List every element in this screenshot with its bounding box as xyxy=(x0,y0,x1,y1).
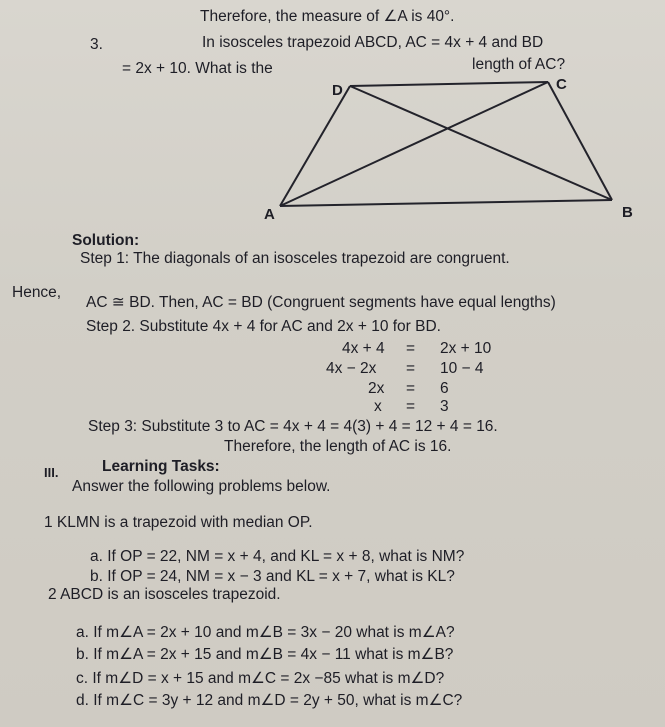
question-2d: d. If m∠C = 3y + 12 and m∠D = 2y + 50, what is m∠C? xyxy=(76,692,463,709)
vertex-label-d: D xyxy=(332,82,343,99)
question-2: 2 ABCD is an isosceles trapezoid. xyxy=(48,586,281,603)
eq2-rhs: 10 − 4 xyxy=(440,360,484,377)
solution-step3: Step 3: Substitute 3 to AC = 4x + 4 = 4(3) + 4 = 12 + 4 = 16. xyxy=(88,418,498,435)
side-dc xyxy=(350,82,548,86)
side-ba xyxy=(280,200,612,206)
vertex-label-a: A xyxy=(264,206,275,223)
solution-conclusion: Therefore, the length of AC is 16. xyxy=(224,438,452,455)
question-2a: a. If m∠A = 2x + 10 and m∠B = 3x − 20 what is m∠A? xyxy=(76,624,455,641)
eq4-rhs: 3 xyxy=(440,398,449,415)
problem-question: length of AC? xyxy=(472,56,566,73)
question-1: 1 KLMN is a trapezoid with median OP. xyxy=(44,514,313,531)
question-2c: c. If m∠D = x + 15 and m∠C = 2x −85 what is m∠D? xyxy=(76,670,445,687)
eq2-lhs: 4x − 2x xyxy=(326,360,377,377)
problem-statement-line1: In isosceles trapezoid ABCD, AC = 4x + 4 and BD xyxy=(202,34,544,51)
eq1-rhs: 2x + 10 xyxy=(440,340,492,357)
eq3-lhs: 2x xyxy=(368,380,385,397)
hence-label: Hence, xyxy=(12,284,62,301)
solution-heading: Solution: xyxy=(72,232,140,249)
eq1-equals: = xyxy=(406,340,416,357)
learning-tasks-heading: Learning Tasks: xyxy=(102,458,220,475)
eq1-lhs: 4x + 4 xyxy=(342,340,385,357)
problem-statement-line2: = 2x + 10. What is the xyxy=(122,60,273,77)
problem-number: 3. xyxy=(90,36,103,53)
congruent-statement: AC ≅ BD. Then, AC = BD (Congruent segments have equal lengths) xyxy=(86,294,556,311)
previous-conclusion: Therefore, the measure of ∠A is 40°. xyxy=(200,8,455,25)
eq2-equals: = xyxy=(406,360,416,377)
diagonal-db xyxy=(350,86,612,200)
section-roman-numeral: III. xyxy=(44,465,59,480)
eq4-lhs: x xyxy=(374,398,382,415)
eq4-equals: = xyxy=(406,398,416,415)
diagonal-ca xyxy=(280,82,548,206)
vertex-label-c: C xyxy=(556,76,567,93)
question-2b: b. If m∠A = 2x + 15 and m∠B = 4x − 11 what is m∠B? xyxy=(76,646,454,663)
eq3-equals: = xyxy=(406,380,416,397)
side-ad xyxy=(280,86,350,206)
vertex-label-b: B xyxy=(622,204,633,221)
solution-step2: Step 2. Substitute 4x + 4 for AC and 2x + 10 for BD. xyxy=(86,318,441,335)
eq3-rhs: 6 xyxy=(440,380,449,397)
solution-step1: Step 1: The diagonals of an isosceles trapezoid are congruent. xyxy=(80,250,510,267)
question-1a: a. If OP = 22, NM = x + 4, and KL = x + 8, what is NM? xyxy=(90,548,465,565)
question-1b: b. If OP = 24, NM = x − 3 and KL = x + 7, what is KL? xyxy=(90,568,455,585)
side-cb xyxy=(548,82,612,200)
tasks-instruction: Answer the following problems below. xyxy=(72,478,331,495)
